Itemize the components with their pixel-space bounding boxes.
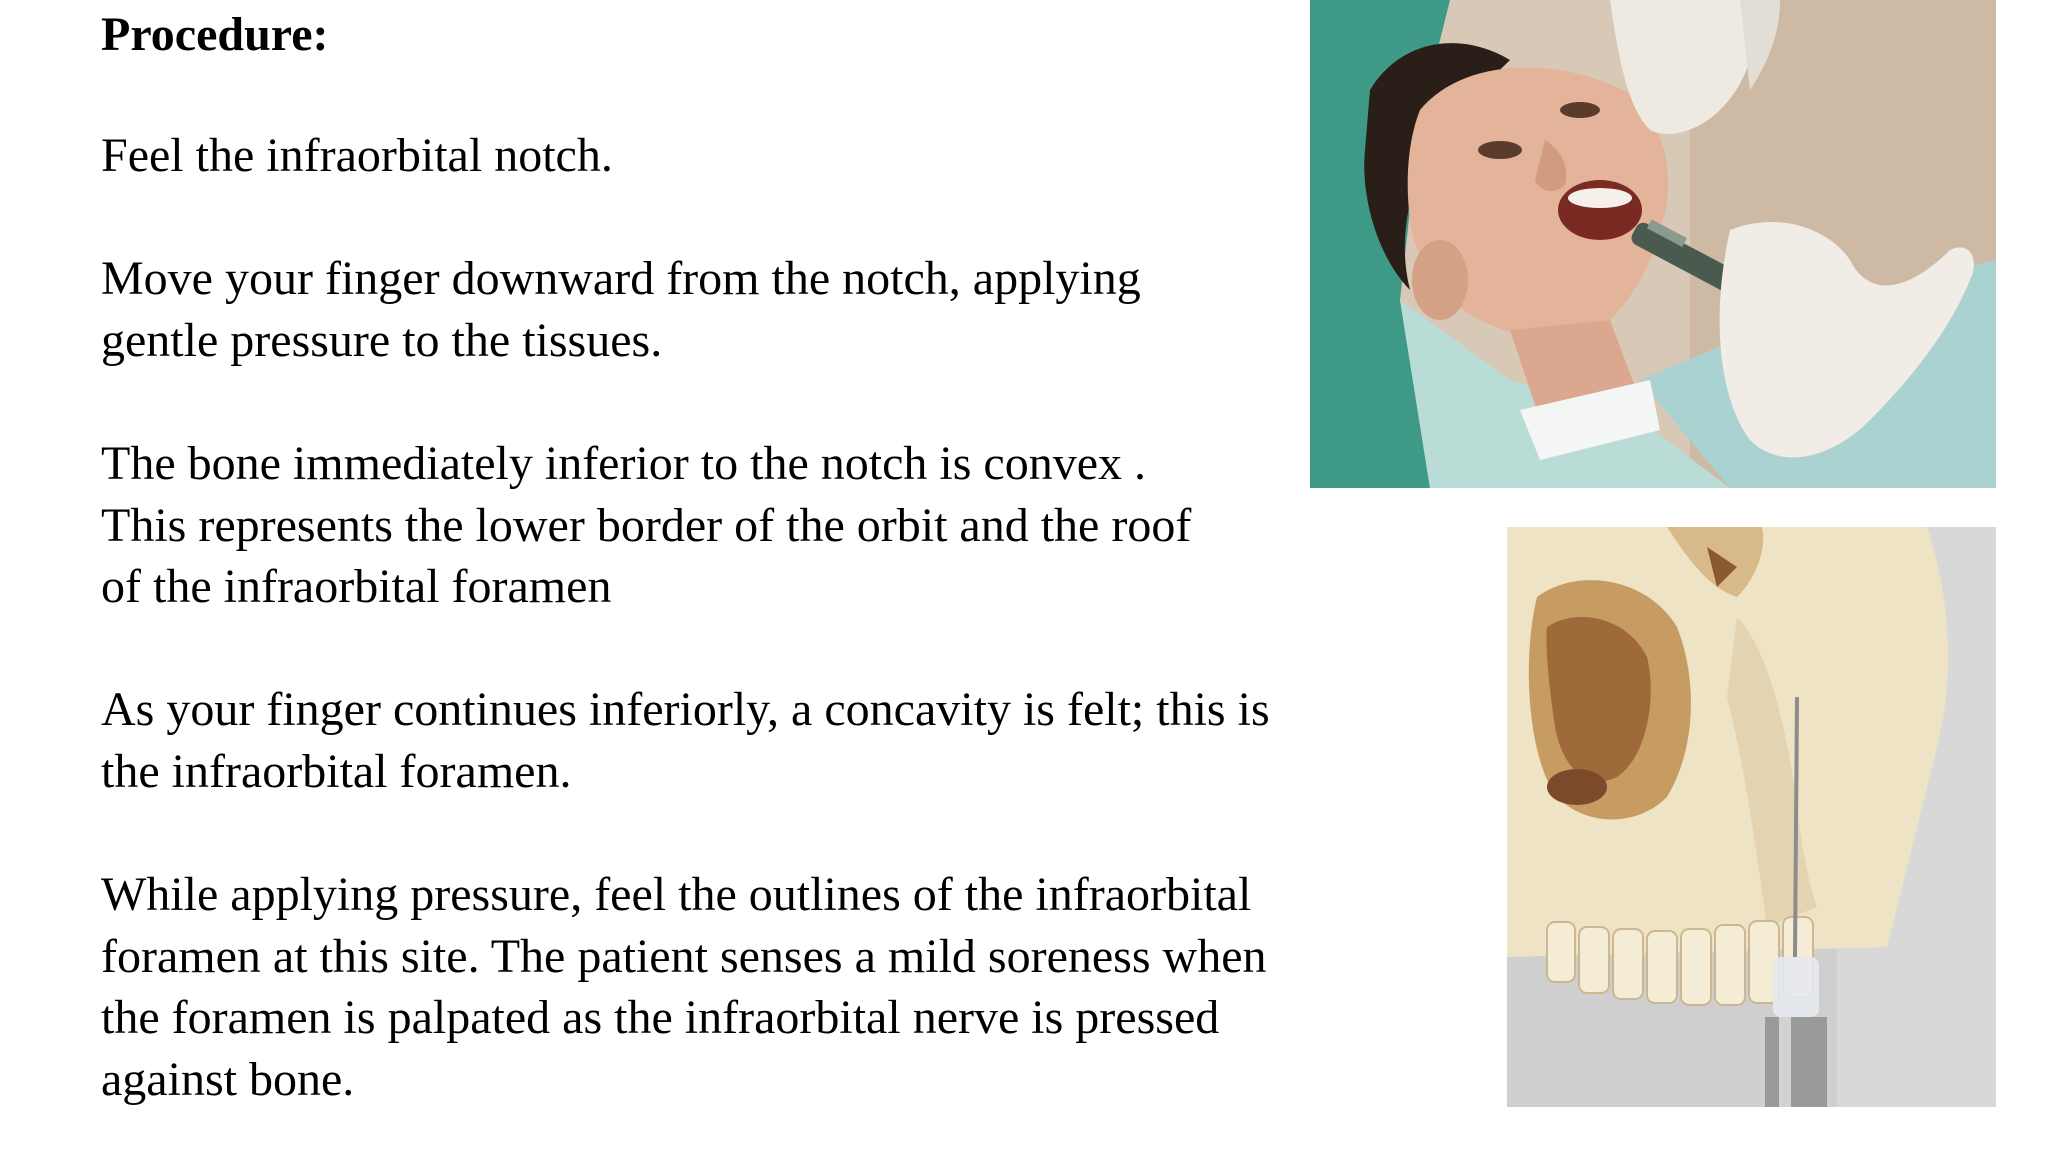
step-paragraph-1: Feel the infraorbital notch.	[101, 129, 613, 182]
dental-injection-illustration	[1310, 0, 1996, 488]
step-paragraph-2: Move your finger downward from the notch, applying gentle pressure to the tissues.	[101, 252, 1141, 367]
skull-needle-photo	[1507, 527, 1996, 1107]
step-paragraph-5: While applying pressure, feel the outlines of the infraorbital foramen at this site. The patient senses a mild soreness when the foramen is palpated as the infraorbital nerve is pressed against bone.	[101, 868, 1267, 1106]
step-paragraph-4: As your finger continues inferiorly, a concavity is felt; this is the infraorbital foramen.	[101, 683, 1270, 798]
procedure-heading: Procedure:	[101, 8, 329, 61]
text-block	[101, 0, 1361, 1106]
dental-injection-photo	[1310, 0, 1996, 488]
skull-needle-illustration	[1507, 527, 1996, 1107]
step-paragraph-3: The bone immediately inferior to the notch is convex . This represents the lower border of the orbit and the roof of the infraorbital foramen	[101, 437, 1192, 613]
